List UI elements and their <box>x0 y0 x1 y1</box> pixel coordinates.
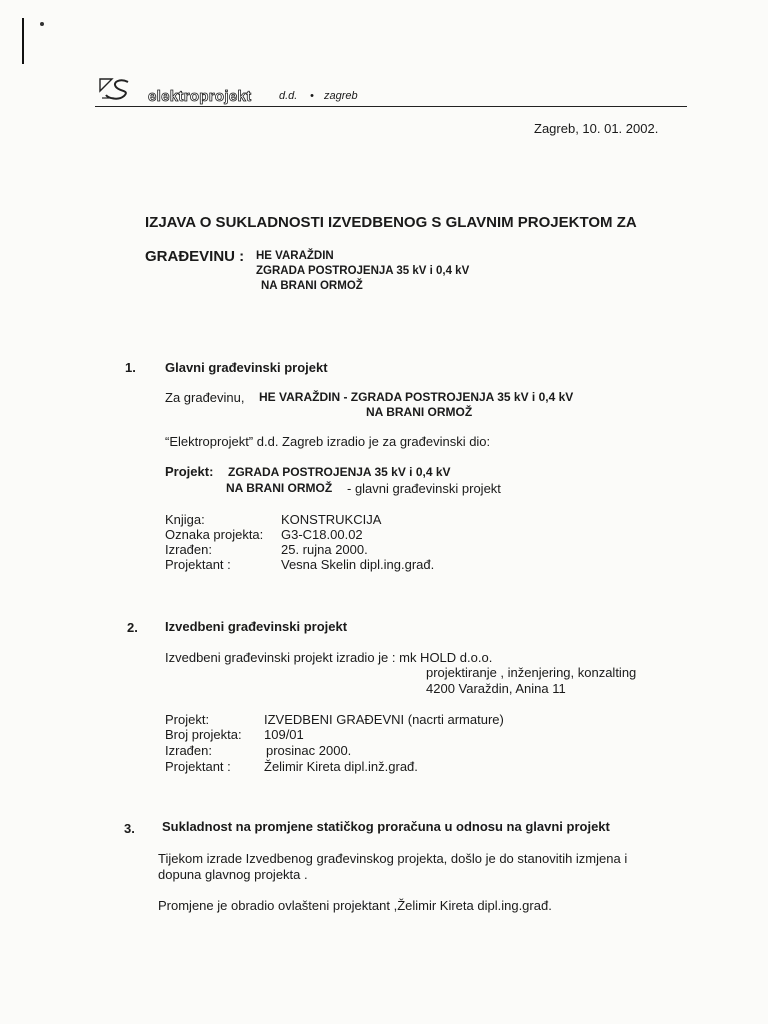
field-label: Broj projekta: <box>165 727 242 742</box>
made-by-text: Izvedbeni građevinski projekt izradio je : mk HOLD d.o.o. <box>165 650 493 665</box>
building-location: NA BRANI ORMOŽ <box>261 280 363 292</box>
field-value: prosinac 2000. <box>266 743 352 758</box>
company-city: zagreb <box>324 90 358 102</box>
building-label: GRAĐEVINU : <box>145 248 245 265</box>
scan-margin-mark <box>22 18 24 64</box>
project-label: Projekt: <box>165 464 214 479</box>
section-number: 2. <box>127 620 138 635</box>
company-services: projektiranje , inženjering, konzalting <box>426 665 637 680</box>
field-value: Vesna Skelin dipl.ing.građ. <box>281 557 435 572</box>
section-number: 1. <box>125 360 136 375</box>
paragraph-line: Promjene je obradio ovlašteni projektant ,Želimir Kireta dipl.ing.građ. <box>158 898 552 913</box>
field-label: Izrađen: <box>165 542 212 557</box>
field-label: Oznaka projekta: <box>165 527 264 542</box>
field-value: KONSTRUKCIJA <box>281 512 382 527</box>
document-date: Zagreb, 10. 01. 2002. <box>534 121 659 136</box>
section-heading: Sukladnost na promjene statičkog proračuna u odnosu na glavni projekt <box>162 819 610 834</box>
field-label: Knjiga: <box>165 512 205 527</box>
company-suffix: d.d. <box>279 90 298 102</box>
paragraph-line: Tijekom izrade Izvedbenog građevinskog projekta, došlo je do stanovitih izmjena i <box>158 851 628 866</box>
project-name: ZGRADA POSTROJENJA 35 kV i 0,4 kV <box>228 465 451 479</box>
letterhead-rule <box>95 106 687 107</box>
section-number: 3. <box>124 821 135 836</box>
section-heading: Izvedbeni građevinski projekt <box>165 619 348 634</box>
intro-prefix: Za građevinu, <box>165 390 245 405</box>
field-value: Želimir Kireta dipl.inž.građ. <box>264 759 418 774</box>
field-label: Projektant : <box>165 759 231 774</box>
made-by-text: “Elektroprojekt” d.d. Zagreb izradio je za građevinski dio: <box>165 434 491 449</box>
letterhead-bullet: • <box>310 90 314 102</box>
scan-speck <box>40 22 44 26</box>
project-location: NA BRANI ORMOŽ <box>226 481 333 495</box>
field-value: IZVEDBENI GRAĐEVNI (nacrti armature) <box>264 712 504 727</box>
company-address: 4200 Varaždin, Anina 11 <box>426 681 566 696</box>
intro-location: NA BRANI ORMOŽ <box>366 405 473 419</box>
company-name: elektroprojekt <box>148 88 252 105</box>
building-name: HE VARAŽDIN <box>256 250 334 262</box>
field-label: Projekt: <box>165 712 210 727</box>
field-value: 25. rujna 2000. <box>281 542 368 557</box>
field-label: Projektant : <box>165 557 231 572</box>
paragraph-line: dopuna glavnog projekta . <box>158 867 308 882</box>
intro-building: HE VARAŽDIN - ZGRADA POSTROJENJA 35 kV i 0,4 kV <box>259 390 574 404</box>
section-heading: Glavni građevinski projekt <box>165 360 328 375</box>
field-value: 109/01 <box>264 727 304 742</box>
field-value: G3-C18.00.02 <box>281 527 363 542</box>
project-type: - glavni građevinski projekt <box>347 481 501 496</box>
document-title: IZJAVA O SUKLADNOSTI IZVEDBENOG S GLAVNIM PROJEKTOM ZA <box>145 214 637 231</box>
company-logo-icon <box>98 76 132 102</box>
field-label: Izrađen: <box>165 743 212 758</box>
building-detail: ZGRADA POSTROJENJA 35 kV i 0,4 kV <box>256 265 470 277</box>
